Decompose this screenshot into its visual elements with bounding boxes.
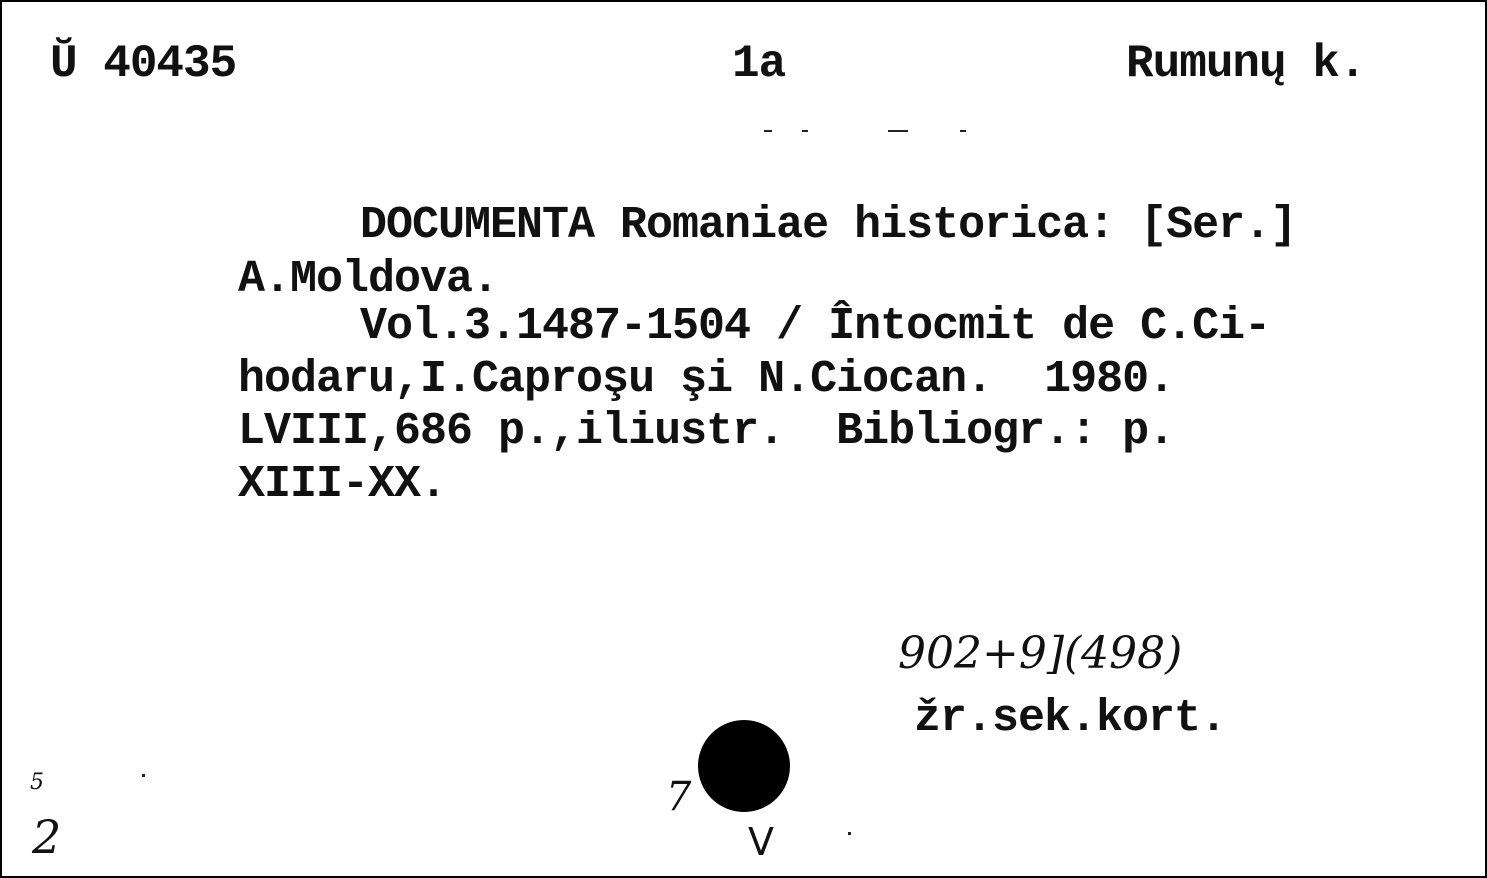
left-mark-lower: 2 — [32, 810, 62, 864]
location-label: Rumunų k. — [1126, 38, 1366, 90]
card-number: 1a — [732, 38, 786, 90]
dash-mark — [764, 130, 772, 132]
mark-seven: 7 — [666, 774, 692, 820]
speck-mark — [142, 774, 145, 777]
entry-line-6: XIII-XX. — [238, 459, 447, 510]
call-number: Ŭ 40435 — [50, 38, 237, 90]
entry-line-3: Vol.3.1487-1504 / Întocmit de C.Ci- — [360, 301, 1271, 352]
speck-mark — [848, 832, 851, 835]
dash-mark — [960, 130, 966, 132]
left-mark-upper: 5 — [30, 770, 44, 795]
udc-classification: 902+9](498) — [898, 628, 1183, 679]
entry-line-2: A.Moldova. — [238, 254, 499, 305]
mark-v: V — [748, 820, 774, 864]
dash-mark — [888, 130, 908, 132]
entry-line-4: hodaru,I.Caproşu şi N.Ciocan. 1980. — [238, 354, 1175, 405]
entry-line-5: LVIII,686 p.,iliustr. Bibliogr.: p. — [238, 406, 1175, 457]
punch-hole — [698, 720, 790, 812]
location-note: žr.sek.kort. — [914, 693, 1227, 744]
dash-mark — [802, 130, 808, 132]
entry-line-1: DOCUMENTA Romaniae historica: [Ser.] — [360, 200, 1297, 251]
